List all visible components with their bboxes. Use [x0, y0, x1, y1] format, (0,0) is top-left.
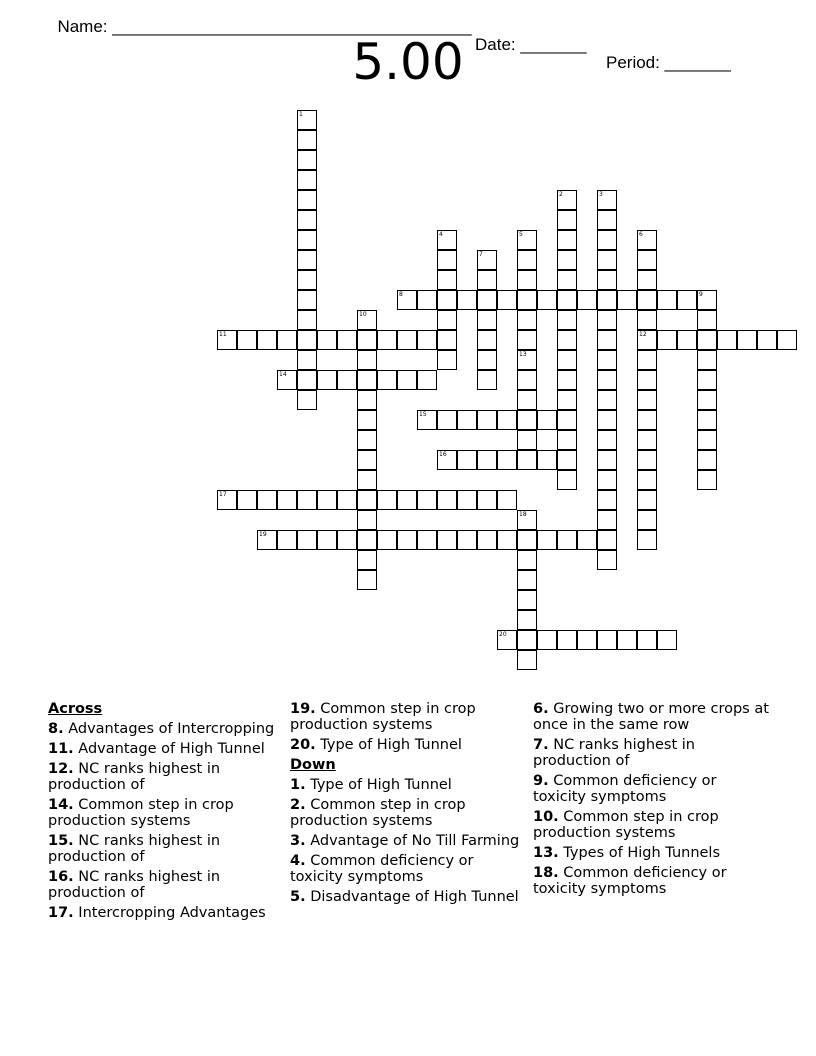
clue-number: 7. — [533, 737, 549, 753]
grid-cell[interactable] — [437, 450, 457, 470]
grid-cell[interactable] — [517, 650, 537, 670]
grid-cell[interactable] — [417, 290, 437, 310]
clue-number: 17 — [219, 491, 227, 498]
clue — [290, 797, 526, 829]
grid-cell[interactable] — [597, 210, 617, 230]
clue — [290, 833, 526, 849]
grid-cell[interactable] — [317, 530, 337, 550]
clue-number: 10 — [359, 311, 367, 318]
clue-number: 6 — [639, 231, 643, 238]
grid-cell[interactable] — [297, 330, 317, 350]
clue — [290, 889, 526, 905]
grid-cell[interactable] — [357, 550, 377, 570]
clue-number: 6. — [533, 701, 549, 717]
grid-cell[interactable] — [517, 330, 537, 350]
clues-column-1 — [48, 701, 284, 925]
grid-cell[interactable] — [777, 330, 797, 350]
clue-text: Intercropping Advantages — [73, 905, 266, 921]
grid-cell[interactable] — [337, 530, 357, 550]
grid-cell[interactable] — [537, 290, 557, 310]
grid-cell[interactable] — [737, 330, 757, 350]
clue-number: 2. — [290, 797, 306, 813]
grid-cell[interactable] — [457, 290, 477, 310]
grid-cell[interactable] — [697, 350, 717, 370]
grid-cell[interactable] — [637, 470, 657, 490]
grid-cell[interactable] — [517, 630, 537, 650]
across-clue-list — [48, 721, 284, 921]
clue — [533, 845, 769, 861]
grid-cell[interactable] — [637, 370, 657, 390]
clue-text: Common deficiency or toxicity symptoms — [533, 865, 727, 897]
grid-cell[interactable] — [437, 250, 457, 270]
grid-cell[interactable] — [397, 530, 417, 550]
grid-cell[interactable] — [437, 530, 457, 550]
grid-cell[interactable] — [537, 410, 557, 430]
grid-cell[interactable] — [477, 410, 497, 430]
clue-text: NC ranks highest in production of — [48, 761, 221, 793]
grid-cell[interactable] — [497, 450, 517, 470]
grid-cell[interactable] — [477, 370, 497, 390]
grid-cell[interactable] — [597, 470, 617, 490]
clue-text: Common deficiency or toxicity symptoms — [290, 853, 474, 885]
grid-cell[interactable] — [257, 330, 277, 350]
clue-number: 10. — [533, 809, 559, 825]
grid-cell[interactable] — [377, 370, 397, 390]
grid-cell[interactable] — [637, 390, 657, 410]
clues-column-2 — [290, 701, 526, 909]
grid-cell[interactable] — [257, 490, 277, 510]
grid-cell[interactable] — [397, 290, 417, 310]
grid-cell[interactable] — [597, 490, 617, 510]
grid-cell[interactable] — [517, 570, 537, 590]
grid-cell[interactable] — [597, 370, 617, 390]
grid-cell[interactable] — [517, 230, 537, 250]
down-clue-list-continued — [533, 701, 769, 897]
grid-cell[interactable] — [237, 490, 257, 510]
across-heading: Across — [48, 701, 103, 717]
down-clue-list — [290, 777, 526, 905]
grid-cell[interactable] — [517, 370, 537, 390]
grid-cell[interactable] — [597, 270, 617, 290]
grid-cell[interactable] — [377, 330, 397, 350]
grid-cell[interactable] — [597, 410, 617, 430]
grid-cell[interactable] — [477, 270, 497, 290]
grid-cell[interactable] — [317, 330, 337, 350]
grid-cell[interactable] — [317, 370, 337, 390]
clue-number: 8. — [48, 721, 64, 737]
grid-cell[interactable] — [597, 350, 617, 370]
grid-cell[interactable] — [517, 530, 537, 550]
grid-cell[interactable] — [637, 490, 657, 510]
grid-cell[interactable] — [297, 190, 317, 210]
clue-text: Type of High Tunnel — [315, 737, 462, 753]
grid-cell[interactable] — [597, 550, 617, 570]
grid-cell[interactable] — [517, 270, 537, 290]
grid-cell[interactable] — [697, 310, 717, 330]
grid-cell[interactable] — [297, 250, 317, 270]
grid-cell[interactable] — [357, 530, 377, 550]
grid-cell[interactable] — [497, 490, 517, 510]
clue — [48, 761, 284, 793]
grid-cell[interactable] — [337, 370, 357, 390]
grid-cell[interactable] — [517, 590, 537, 610]
clue-number: 20 — [499, 631, 507, 638]
grid-cell[interactable] — [557, 250, 577, 270]
clue-number: 13. — [533, 845, 559, 861]
clue — [533, 809, 769, 841]
grid-cell[interactable] — [357, 430, 377, 450]
grid-cell[interactable] — [297, 170, 317, 190]
grid-cell[interactable] — [417, 330, 437, 350]
grid-cell[interactable] — [357, 310, 377, 330]
grid-cell[interactable] — [297, 370, 317, 390]
grid-cell[interactable] — [437, 230, 457, 250]
grid-cell[interactable] — [357, 350, 377, 370]
grid-cell[interactable] — [677, 330, 697, 350]
clue-number: 4 — [439, 231, 443, 238]
clue-text: Type of High Tunnel — [305, 777, 452, 793]
grid-cell[interactable] — [597, 330, 617, 350]
grid-cell[interactable] — [457, 490, 477, 510]
grid-cell[interactable] — [597, 190, 617, 210]
grid-cell[interactable] — [437, 330, 457, 350]
grid-cell[interactable] — [477, 450, 497, 470]
clue-text: Advantages of Intercropping — [63, 721, 275, 737]
clue-text: NC ranks highest in production of — [48, 869, 221, 901]
grid-cell[interactable] — [417, 370, 437, 390]
grid-cell[interactable] — [437, 490, 457, 510]
grid-cell[interactable] — [277, 530, 297, 550]
grid-cell[interactable] — [357, 390, 377, 410]
grid-cell[interactable] — [277, 490, 297, 510]
grid-cell[interactable] — [397, 490, 417, 510]
grid-cell[interactable] — [397, 370, 417, 390]
grid-cell[interactable] — [637, 230, 657, 250]
clue-number: 9. — [533, 773, 549, 789]
grid-cell[interactable] — [457, 410, 477, 430]
grid-cell[interactable] — [597, 450, 617, 470]
grid-cell[interactable] — [697, 470, 717, 490]
grid-cell[interactable] — [417, 490, 437, 510]
grid-cell[interactable] — [637, 450, 657, 470]
grid-cell[interactable] — [537, 450, 557, 470]
grid-cell[interactable] — [637, 530, 657, 550]
clue-text: Advantage of High Tunnel — [73, 741, 265, 757]
grid-cell[interactable] — [417, 530, 437, 550]
grid-cell[interactable] — [297, 490, 317, 510]
grid-cell[interactable] — [597, 230, 617, 250]
grid-cell[interactable] — [557, 410, 577, 430]
clue-number: 18. — [533, 865, 559, 881]
clue-number: 16. — [48, 869, 74, 885]
grid-cell[interactable] — [517, 250, 537, 270]
grid-cell[interactable] — [477, 330, 497, 350]
clue — [290, 701, 526, 733]
grid-cell[interactable] — [557, 450, 577, 470]
clue-text: Common step in crop production systems — [290, 797, 466, 829]
grid-cell[interactable] — [297, 390, 317, 410]
grid-cell[interactable] — [297, 530, 317, 550]
grid-cell[interactable] — [677, 290, 697, 310]
clue — [48, 721, 284, 737]
grid-cell[interactable] — [717, 330, 737, 350]
clue-number: 3. — [290, 833, 306, 849]
grid-cell[interactable] — [557, 210, 577, 230]
grid-cell[interactable] — [437, 410, 457, 430]
grid-cell[interactable] — [297, 110, 317, 130]
grid-cell[interactable] — [557, 430, 577, 450]
grid-cell[interactable] — [437, 310, 457, 330]
grid-cell[interactable] — [477, 350, 497, 370]
clue-number: 5 — [519, 231, 523, 238]
grid-cell[interactable] — [637, 630, 657, 650]
grid-cell[interactable] — [517, 510, 537, 530]
grid-cell[interactable] — [557, 290, 577, 310]
clue-text: Types of High Tunnels — [558, 845, 721, 861]
clue-number: 16 — [439, 451, 447, 458]
grid-cell[interactable] — [457, 530, 477, 550]
grid-cell[interactable] — [517, 390, 537, 410]
grid-cell[interactable] — [517, 410, 537, 430]
grid-cell[interactable] — [297, 150, 317, 170]
grid-cell[interactable] — [637, 510, 657, 530]
grid-cell[interactable] — [657, 330, 677, 350]
clues-column-3 — [533, 701, 769, 901]
grid-cell[interactable] — [437, 270, 457, 290]
clue — [48, 905, 284, 921]
clue-number: 7 — [479, 251, 483, 258]
grid-cell[interactable] — [517, 610, 537, 630]
grid-cell[interactable] — [517, 290, 537, 310]
grid-cell[interactable] — [357, 470, 377, 490]
clue-text: Disadvantage of High Tunnel — [305, 889, 519, 905]
grid-cell[interactable] — [377, 490, 397, 510]
grid-cell[interactable] — [757, 330, 777, 350]
clue-number: 9 — [699, 291, 703, 298]
clue-number: 12 — [639, 331, 647, 338]
grid-cell[interactable] — [357, 330, 377, 350]
clue — [290, 737, 526, 753]
clue-number: 18 — [519, 511, 527, 518]
grid-cell[interactable] — [557, 370, 577, 390]
clue — [533, 865, 769, 897]
clue-text: Common step in crop production systems — [533, 809, 719, 841]
grid-cell[interactable] — [357, 510, 377, 530]
grid-cell[interactable] — [637, 270, 657, 290]
grid-cell[interactable] — [597, 310, 617, 330]
grid-cell[interactable] — [377, 530, 397, 550]
grid-cell[interactable] — [597, 510, 617, 530]
grid-cell[interactable] — [557, 350, 577, 370]
period-field-label: Period: _______ — [606, 53, 731, 72]
grid-cell[interactable] — [697, 410, 717, 430]
grid-cell[interactable] — [297, 270, 317, 290]
name-field-label: Name: ______________________________________ — [57, 17, 472, 36]
date-field-label: Date: _______ — [475, 35, 587, 54]
across-clue-list-continued — [290, 701, 526, 753]
down-heading: Down — [290, 757, 336, 773]
grid-cell[interactable] — [237, 330, 257, 350]
clue-number: 1 — [299, 111, 303, 118]
grid-cell[interactable] — [697, 330, 717, 350]
clue-number: 3 — [599, 191, 603, 198]
grid-cell[interactable] — [517, 550, 537, 570]
grid-cell[interactable] — [537, 630, 557, 650]
grid-cell[interactable] — [297, 290, 317, 310]
clue — [533, 701, 769, 733]
clue — [533, 737, 769, 769]
clue — [48, 869, 284, 901]
grid-cell[interactable] — [217, 490, 237, 510]
grid-cell[interactable] — [577, 630, 597, 650]
grid-cell[interactable] — [297, 210, 317, 230]
grid-cell[interactable] — [557, 310, 577, 330]
clue-number: 15 — [419, 411, 427, 418]
grid-cell[interactable] — [477, 310, 497, 330]
puzzle-title: 5.00 — [352, 33, 464, 91]
grid-cell[interactable] — [277, 370, 297, 390]
clue — [48, 741, 284, 757]
grid-cell[interactable] — [357, 490, 377, 510]
grid-cell[interactable] — [477, 490, 497, 510]
grid-cell[interactable] — [517, 430, 537, 450]
grid-cell[interactable] — [297, 350, 317, 370]
grid-cell[interactable] — [697, 450, 717, 470]
grid-cell[interactable] — [397, 330, 417, 350]
grid-cell[interactable] — [317, 490, 337, 510]
grid-cell[interactable] — [637, 330, 657, 350]
grid-cell[interactable] — [257, 530, 277, 550]
grid-cell[interactable] — [337, 490, 357, 510]
grid-cell[interactable] — [637, 410, 657, 430]
clue-text: Common deficiency or toxicity symptoms — [533, 773, 717, 805]
grid-cell[interactable] — [577, 530, 597, 550]
grid-cell[interactable] — [357, 570, 377, 590]
grid-cell[interactable] — [637, 310, 657, 330]
grid-cell[interactable] — [557, 330, 577, 350]
clue-number: 15. — [48, 833, 74, 849]
clue-number: 19. — [290, 701, 316, 717]
grid-cell[interactable] — [597, 290, 617, 310]
grid-cell[interactable] — [697, 370, 717, 390]
clue-number: 11 — [219, 331, 227, 338]
grid-cell[interactable] — [497, 630, 517, 650]
grid-cell[interactable] — [357, 410, 377, 430]
grid-cell[interactable] — [617, 630, 637, 650]
grid-cell[interactable] — [617, 290, 637, 310]
clue-number: 14. — [48, 797, 74, 813]
grid-cell[interactable] — [357, 450, 377, 470]
grid-cell[interactable] — [517, 310, 537, 330]
grid-cell[interactable] — [557, 630, 577, 650]
grid-cell[interactable] — [697, 430, 717, 450]
clue-number: 13 — [519, 351, 527, 358]
clue-number: 12. — [48, 761, 74, 777]
grid-cell[interactable] — [357, 370, 377, 390]
grid-cell[interactable] — [477, 530, 497, 550]
clue-number: 1. — [290, 777, 306, 793]
clue — [533, 773, 769, 805]
clue — [290, 853, 526, 885]
grid-cell[interactable] — [657, 290, 677, 310]
grid-cell[interactable] — [437, 290, 457, 310]
clue-text: Common step in crop production systems — [290, 701, 476, 733]
clue — [48, 833, 284, 865]
grid-cell[interactable] — [557, 530, 577, 550]
grid-cell[interactable] — [637, 290, 657, 310]
grid-cell[interactable] — [417, 410, 437, 430]
clue-number: 11. — [48, 741, 74, 757]
grid-cell[interactable] — [217, 330, 237, 350]
grid-cell[interactable] — [497, 530, 517, 550]
clue-text: NC ranks highest in production of — [48, 833, 221, 865]
clue-number: 17. — [48, 905, 74, 921]
grid-cell[interactable] — [557, 390, 577, 410]
grid-cell[interactable] — [297, 130, 317, 150]
grid-cell[interactable] — [597, 250, 617, 270]
grid-cell[interactable] — [557, 190, 577, 210]
clue-text: Advantage of No Till Farming — [305, 833, 520, 849]
grid-cell[interactable] — [477, 290, 497, 310]
clue-text: Growing two or more crops at once in the same row — [533, 701, 769, 733]
clue-number: 14 — [279, 371, 287, 378]
grid-cell[interactable] — [657, 630, 677, 650]
clue — [290, 777, 526, 793]
clue-number: 2 — [559, 191, 563, 198]
grid-cell[interactable] — [537, 530, 557, 550]
clue — [48, 797, 284, 829]
clue-text: Common step in crop production systems — [48, 797, 234, 829]
grid-cell[interactable] — [497, 410, 517, 430]
grid-cell[interactable] — [457, 450, 477, 470]
grid-cell[interactable] — [597, 390, 617, 410]
grid-cell[interactable] — [697, 390, 717, 410]
grid-cell[interactable] — [637, 250, 657, 270]
grid-cell[interactable] — [557, 270, 577, 290]
grid-cell[interactable] — [297, 310, 317, 330]
clue-text: NC ranks highest in production of — [533, 737, 695, 769]
grid-cell[interactable] — [437, 350, 457, 370]
grid-cell[interactable] — [497, 290, 517, 310]
grid-cell[interactable] — [597, 430, 617, 450]
grid-cell[interactable] — [517, 350, 537, 370]
grid-cell[interactable] — [597, 530, 617, 550]
grid-cell[interactable] — [637, 350, 657, 370]
grid-cell[interactable] — [577, 290, 597, 310]
grid-cell[interactable] — [517, 450, 537, 470]
clue-number: 20. — [290, 737, 316, 753]
grid-cell[interactable] — [597, 630, 617, 650]
grid-cell[interactable] — [637, 430, 657, 450]
grid-cell[interactable] — [557, 230, 577, 250]
grid-cell[interactable] — [477, 250, 497, 270]
clue-number: 19 — [259, 531, 267, 538]
clue-number: 5. — [290, 889, 306, 905]
clue-number: 4. — [290, 853, 306, 869]
grid-cell[interactable] — [337, 330, 357, 350]
grid-cell[interactable] — [697, 290, 717, 310]
grid-cell[interactable] — [277, 330, 297, 350]
grid-cell[interactable] — [557, 470, 577, 490]
grid-cell[interactable] — [297, 230, 317, 250]
clue-number: 8 — [399, 291, 403, 298]
